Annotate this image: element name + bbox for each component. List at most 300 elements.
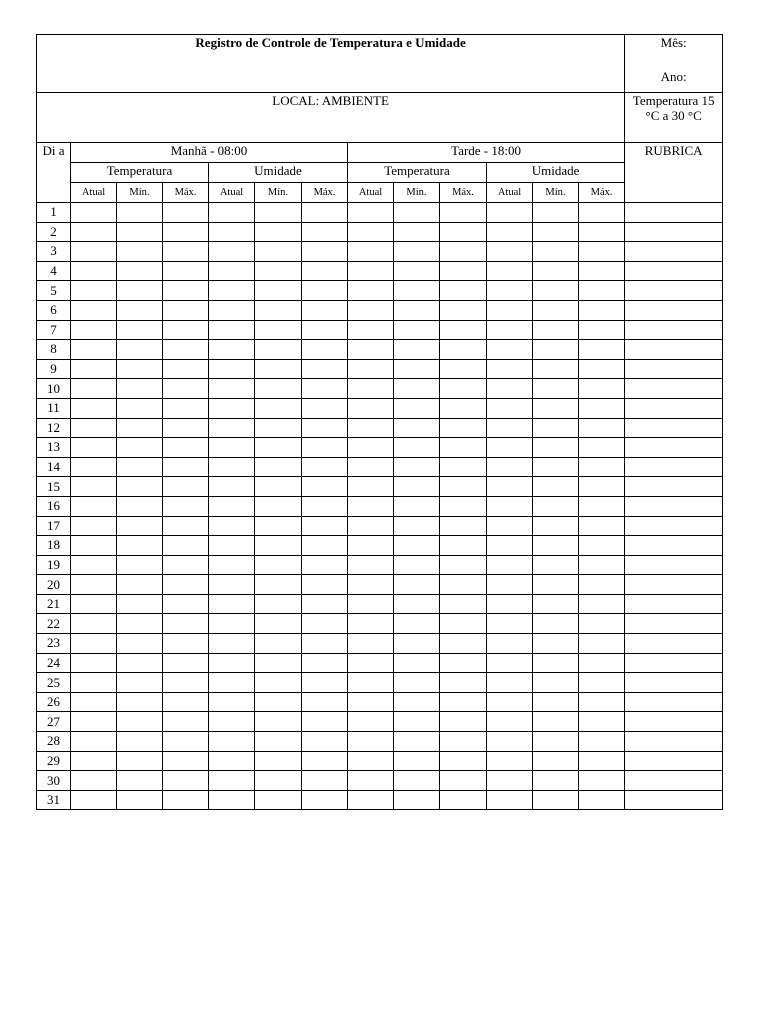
reading-cell[interactable] [117,340,163,360]
reading-cell[interactable] [348,340,394,360]
reading-cell[interactable] [394,575,440,595]
reading-cell[interactable] [209,496,255,516]
reading-cell[interactable] [579,790,625,810]
reading-cell[interactable] [209,203,255,223]
reading-cell[interactable] [394,300,440,320]
reading-cell[interactable] [71,516,117,536]
reading-cell[interactable] [533,418,579,438]
reading-cell[interactable] [71,359,117,379]
reading-cell[interactable] [533,555,579,575]
reading-cell[interactable] [163,418,209,438]
signature-cell[interactable] [625,692,723,712]
reading-cell[interactable] [302,379,348,399]
reading-cell[interactable] [348,496,394,516]
reading-cell[interactable] [487,536,533,556]
reading-cell[interactable] [302,261,348,281]
reading-cell[interactable] [394,320,440,340]
reading-cell[interactable] [440,634,487,654]
reading-cell[interactable] [440,555,487,575]
reading-cell[interactable] [440,536,487,556]
reading-cell[interactable] [209,398,255,418]
reading-cell[interactable] [117,712,163,732]
reading-cell[interactable] [440,496,487,516]
reading-cell[interactable] [394,712,440,732]
reading-cell[interactable] [255,692,302,712]
reading-cell[interactable] [487,477,533,497]
reading-cell[interactable] [302,594,348,614]
reading-cell[interactable] [209,418,255,438]
reading-cell[interactable] [394,477,440,497]
signature-cell[interactable] [625,634,723,654]
reading-cell[interactable] [533,320,579,340]
reading-cell[interactable] [117,418,163,438]
reading-cell[interactable] [487,418,533,438]
reading-cell[interactable] [209,673,255,693]
reading-cell[interactable] [348,732,394,752]
reading-cell[interactable] [394,496,440,516]
reading-cell[interactable] [255,320,302,340]
reading-cell[interactable] [209,575,255,595]
reading-cell[interactable] [487,594,533,614]
reading-cell[interactable] [579,712,625,732]
reading-cell[interactable] [71,379,117,399]
reading-cell[interactable] [348,300,394,320]
reading-cell[interactable] [487,496,533,516]
reading-cell[interactable] [117,438,163,458]
reading-cell[interactable] [440,712,487,732]
reading-cell[interactable] [487,281,533,301]
reading-cell[interactable] [533,516,579,536]
reading-cell[interactable] [533,222,579,242]
reading-cell[interactable] [487,712,533,732]
reading-cell[interactable] [71,732,117,752]
reading-cell[interactable] [533,673,579,693]
reading-cell[interactable] [579,496,625,516]
reading-cell[interactable] [487,614,533,634]
reading-cell[interactable] [440,438,487,458]
reading-cell[interactable] [209,222,255,242]
reading-cell[interactable] [394,692,440,712]
signature-cell[interactable] [625,496,723,516]
reading-cell[interactable] [163,222,209,242]
reading-cell[interactable] [533,790,579,810]
reading-cell[interactable] [348,222,394,242]
reading-cell[interactable] [579,692,625,712]
reading-cell[interactable] [440,203,487,223]
reading-cell[interactable] [487,300,533,320]
reading-cell[interactable] [209,732,255,752]
reading-cell[interactable] [487,790,533,810]
reading-cell[interactable] [255,751,302,771]
reading-cell[interactable] [117,379,163,399]
reading-cell[interactable] [440,673,487,693]
reading-cell[interactable] [255,771,302,791]
reading-cell[interactable] [302,222,348,242]
signature-cell[interactable] [625,653,723,673]
reading-cell[interactable] [117,222,163,242]
reading-cell[interactable] [209,320,255,340]
reading-cell[interactable] [579,320,625,340]
reading-cell[interactable] [302,732,348,752]
reading-cell[interactable] [348,594,394,614]
reading-cell[interactable] [440,300,487,320]
signature-cell[interactable] [625,673,723,693]
signature-cell[interactable] [625,555,723,575]
reading-cell[interactable] [163,261,209,281]
reading-cell[interactable] [163,594,209,614]
reading-cell[interactable] [440,261,487,281]
reading-cell[interactable] [209,771,255,791]
reading-cell[interactable] [163,732,209,752]
reading-cell[interactable] [394,594,440,614]
reading-cell[interactable] [117,320,163,340]
reading-cell[interactable] [163,281,209,301]
reading-cell[interactable] [302,712,348,732]
reading-cell[interactable] [348,712,394,732]
reading-cell[interactable] [302,653,348,673]
reading-cell[interactable] [163,634,209,654]
reading-cell[interactable] [163,398,209,418]
reading-cell[interactable] [348,438,394,458]
reading-cell[interactable] [487,438,533,458]
reading-cell[interactable] [209,614,255,634]
reading-cell[interactable] [302,496,348,516]
reading-cell[interactable] [209,379,255,399]
reading-cell[interactable] [117,555,163,575]
reading-cell[interactable] [255,379,302,399]
reading-cell[interactable] [394,242,440,262]
reading-cell[interactable] [440,790,487,810]
reading-cell[interactable] [117,751,163,771]
signature-cell[interactable] [625,300,723,320]
signature-cell[interactable] [625,261,723,281]
reading-cell[interactable] [117,516,163,536]
signature-cell[interactable] [625,242,723,262]
signature-cell[interactable] [625,614,723,634]
signature-cell[interactable] [625,320,723,340]
reading-cell[interactable] [209,359,255,379]
reading-cell[interactable] [579,222,625,242]
reading-cell[interactable] [394,261,440,281]
reading-cell[interactable] [394,379,440,399]
reading-cell[interactable] [579,359,625,379]
reading-cell[interactable] [209,300,255,320]
reading-cell[interactable] [209,340,255,360]
reading-cell[interactable] [209,653,255,673]
reading-cell[interactable] [71,673,117,693]
reading-cell[interactable] [394,418,440,438]
reading-cell[interactable] [209,457,255,477]
reading-cell[interactable] [255,281,302,301]
reading-cell[interactable] [255,340,302,360]
signature-cell[interactable] [625,536,723,556]
reading-cell[interactable] [255,712,302,732]
reading-cell[interactable] [302,751,348,771]
reading-cell[interactable] [255,614,302,634]
reading-cell[interactable] [163,790,209,810]
reading-cell[interactable] [394,751,440,771]
reading-cell[interactable] [348,281,394,301]
reading-cell[interactable] [487,398,533,418]
signature-cell[interactable] [625,790,723,810]
reading-cell[interactable] [579,242,625,262]
reading-cell[interactable] [117,771,163,791]
reading-cell[interactable] [533,261,579,281]
signature-cell[interactable] [625,203,723,223]
reading-cell[interactable] [117,594,163,614]
reading-cell[interactable] [394,438,440,458]
reading-cell[interactable] [394,614,440,634]
reading-cell[interactable] [117,732,163,752]
reading-cell[interactable] [348,634,394,654]
reading-cell[interactable] [302,242,348,262]
reading-cell[interactable] [533,751,579,771]
reading-cell[interactable] [579,594,625,614]
reading-cell[interactable] [117,575,163,595]
reading-cell[interactable] [71,300,117,320]
reading-cell[interactable] [348,536,394,556]
reading-cell[interactable] [255,203,302,223]
reading-cell[interactable] [348,771,394,791]
reading-cell[interactable] [579,575,625,595]
reading-cell[interactable] [533,477,579,497]
reading-cell[interactable] [255,732,302,752]
reading-cell[interactable] [302,300,348,320]
reading-cell[interactable] [440,242,487,262]
reading-cell[interactable] [487,457,533,477]
reading-cell[interactable] [209,692,255,712]
reading-cell[interactable] [163,300,209,320]
reading-cell[interactable] [71,477,117,497]
reading-cell[interactable] [163,320,209,340]
reading-cell[interactable] [302,281,348,301]
reading-cell[interactable] [255,457,302,477]
reading-cell[interactable] [302,359,348,379]
reading-cell[interactable] [440,457,487,477]
reading-cell[interactable] [487,203,533,223]
reading-cell[interactable] [348,673,394,693]
reading-cell[interactable] [117,300,163,320]
reading-cell[interactable] [440,516,487,536]
reading-cell[interactable] [533,575,579,595]
reading-cell[interactable] [533,398,579,418]
reading-cell[interactable] [163,477,209,497]
reading-cell[interactable] [255,594,302,614]
reading-cell[interactable] [255,673,302,693]
reading-cell[interactable] [348,457,394,477]
reading-cell[interactable] [71,203,117,223]
reading-cell[interactable] [348,261,394,281]
reading-cell[interactable] [394,790,440,810]
reading-cell[interactable] [71,751,117,771]
reading-cell[interactable] [255,496,302,516]
reading-cell[interactable] [71,438,117,458]
signature-cell[interactable] [625,457,723,477]
reading-cell[interactable] [302,673,348,693]
reading-cell[interactable] [163,614,209,634]
reading-cell[interactable] [163,438,209,458]
reading-cell[interactable] [487,575,533,595]
reading-cell[interactable] [579,536,625,556]
reading-cell[interactable] [487,516,533,536]
reading-cell[interactable] [394,398,440,418]
reading-cell[interactable] [440,732,487,752]
reading-cell[interactable] [440,222,487,242]
reading-cell[interactable] [533,300,579,320]
reading-cell[interactable] [209,555,255,575]
reading-cell[interactable] [117,261,163,281]
reading-cell[interactable] [579,653,625,673]
reading-cell[interactable] [209,438,255,458]
reading-cell[interactable] [348,418,394,438]
reading-cell[interactable] [163,359,209,379]
reading-cell[interactable] [302,555,348,575]
reading-cell[interactable] [533,653,579,673]
reading-cell[interactable] [348,477,394,497]
reading-cell[interactable] [163,555,209,575]
reading-cell[interactable] [579,614,625,634]
reading-cell[interactable] [348,751,394,771]
reading-cell[interactable] [348,242,394,262]
reading-cell[interactable] [255,242,302,262]
reading-cell[interactable] [117,242,163,262]
reading-cell[interactable] [440,614,487,634]
signature-cell[interactable] [625,438,723,458]
reading-cell[interactable] [255,438,302,458]
reading-cell[interactable] [117,359,163,379]
reading-cell[interactable] [71,320,117,340]
reading-cell[interactable] [71,261,117,281]
reading-cell[interactable] [117,790,163,810]
reading-cell[interactable] [440,477,487,497]
reading-cell[interactable] [533,771,579,791]
reading-cell[interactable] [579,261,625,281]
reading-cell[interactable] [579,398,625,418]
reading-cell[interactable] [302,634,348,654]
signature-cell[interactable] [625,477,723,497]
reading-cell[interactable] [533,614,579,634]
reading-cell[interactable] [487,692,533,712]
reading-cell[interactable] [71,634,117,654]
reading-cell[interactable] [209,594,255,614]
reading-cell[interactable] [71,242,117,262]
reading-cell[interactable] [533,496,579,516]
reading-cell[interactable] [117,536,163,556]
reading-cell[interactable] [302,692,348,712]
reading-cell[interactable] [71,222,117,242]
reading-cell[interactable] [579,555,625,575]
reading-cell[interactable] [394,359,440,379]
reading-cell[interactable] [163,496,209,516]
reading-cell[interactable] [394,653,440,673]
reading-cell[interactable] [487,732,533,752]
reading-cell[interactable] [209,790,255,810]
reading-cell[interactable] [487,634,533,654]
signature-cell[interactable] [625,398,723,418]
reading-cell[interactable] [533,379,579,399]
reading-cell[interactable] [487,242,533,262]
signature-cell[interactable] [625,771,723,791]
reading-cell[interactable] [163,242,209,262]
reading-cell[interactable] [71,457,117,477]
reading-cell[interactable] [117,673,163,693]
reading-cell[interactable] [302,438,348,458]
reading-cell[interactable] [579,477,625,497]
reading-cell[interactable] [117,634,163,654]
reading-cell[interactable] [440,692,487,712]
reading-cell[interactable] [209,634,255,654]
reading-cell[interactable] [255,516,302,536]
reading-cell[interactable] [440,281,487,301]
reading-cell[interactable] [348,203,394,223]
reading-cell[interactable] [209,536,255,556]
reading-cell[interactable] [394,771,440,791]
reading-cell[interactable] [348,692,394,712]
reading-cell[interactable] [255,359,302,379]
reading-cell[interactable] [579,516,625,536]
signature-cell[interactable] [625,222,723,242]
reading-cell[interactable] [487,653,533,673]
reading-cell[interactable] [255,477,302,497]
reading-cell[interactable] [348,575,394,595]
reading-cell[interactable] [487,673,533,693]
reading-cell[interactable] [163,673,209,693]
reading-cell[interactable] [440,771,487,791]
reading-cell[interactable] [487,222,533,242]
reading-cell[interactable] [71,536,117,556]
reading-cell[interactable] [440,653,487,673]
reading-cell[interactable] [394,555,440,575]
reading-cell[interactable] [302,457,348,477]
reading-cell[interactable] [302,477,348,497]
reading-cell[interactable] [348,359,394,379]
reading-cell[interactable] [255,575,302,595]
reading-cell[interactable] [394,457,440,477]
reading-cell[interactable] [255,555,302,575]
reading-cell[interactable] [348,790,394,810]
reading-cell[interactable] [440,320,487,340]
reading-cell[interactable] [394,340,440,360]
reading-cell[interactable] [579,300,625,320]
reading-cell[interactable] [579,732,625,752]
reading-cell[interactable] [302,398,348,418]
reading-cell[interactable] [163,712,209,732]
reading-cell[interactable] [348,516,394,536]
reading-cell[interactable] [440,418,487,438]
reading-cell[interactable] [440,379,487,399]
reading-cell[interactable] [394,203,440,223]
reading-cell[interactable] [579,340,625,360]
reading-cell[interactable] [163,751,209,771]
reading-cell[interactable] [394,536,440,556]
signature-cell[interactable] [625,379,723,399]
reading-cell[interactable] [533,692,579,712]
reading-cell[interactable] [255,653,302,673]
reading-cell[interactable] [440,575,487,595]
reading-cell[interactable] [117,692,163,712]
reading-cell[interactable] [302,320,348,340]
reading-cell[interactable] [71,653,117,673]
reading-cell[interactable] [348,398,394,418]
reading-cell[interactable] [71,496,117,516]
reading-cell[interactable] [255,536,302,556]
reading-cell[interactable] [255,398,302,418]
reading-cell[interactable] [163,692,209,712]
reading-cell[interactable] [209,261,255,281]
reading-cell[interactable] [440,340,487,360]
reading-cell[interactable] [71,418,117,438]
reading-cell[interactable] [71,281,117,301]
